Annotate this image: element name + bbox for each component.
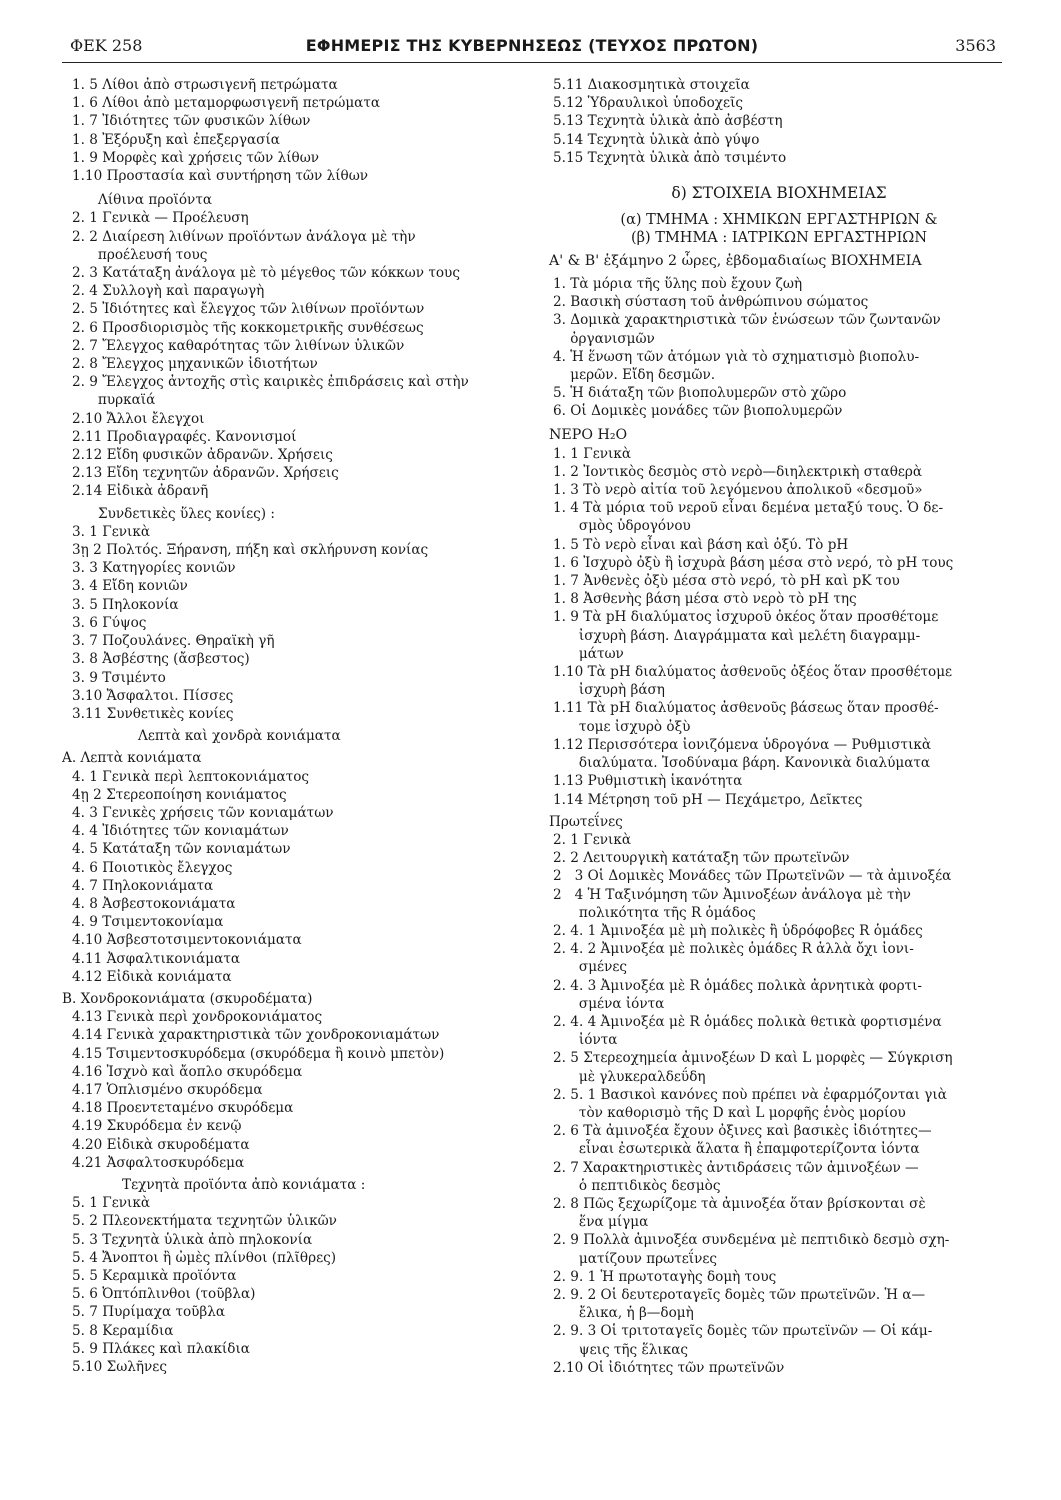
- list-item: 5.10 Σωλῆνες: [72, 1359, 167, 1376]
- list-item: 4.17 Ὁπλισμένο σκυρόδεμα: [72, 1081, 263, 1098]
- list-item: 2. 1 Γενικὰ — Προέλευση: [72, 210, 249, 227]
- list-item: 4. 9 Τσιμεντοκονίαμα: [72, 914, 224, 931]
- department-line: (β) ΤΜΗΜΑ : ΙΑΤΡΙΚΩΝ ΕΡΓΑΣΤΗΡΙΩΝ: [630, 230, 928, 247]
- list-item: 2. 7 Χαρακτηριστικὲς ἀντιδράσεις τῶν ἀμινοξέων —: [553, 1159, 919, 1176]
- list-item: 5.13 Τεχνητὰ ὑλικὰ ἀπὸ ἀσβέστη: [553, 113, 783, 130]
- list-item: 2. 1 Γενικὰ: [553, 831, 632, 848]
- list-item: 6. Οἱ Δομικὲς μονάδες τῶν βιοπολυμερῶν: [553, 403, 843, 420]
- list-item: 3. 8 Ἀσβέστης (ἄσβεστος): [72, 651, 250, 668]
- list-item: 2.11 Προδιαγραφές. Κανονισμοί: [72, 428, 297, 445]
- list-item: 2. 4. 3 Ἀμινοξέα μὲ R ὁμάδες πολικὰ ἀρνητικὰ φορτι-: [553, 977, 923, 994]
- list-item: 5. 3 Τεχνητὰ ὑλικὰ ἀπὸ πηλοκονία: [72, 1231, 313, 1248]
- list-item: 4. Ἡ ἕνωση τῶν ἀτόμων γιὰ τὸ σχηματισμὸ βιοπολυ-: [553, 348, 920, 365]
- list-item: 2. 4. 2 Ἀμινοξέα μὲ πολικὲς ὁμάδες R ἀλλὰ ὄχι ἰονι-: [553, 941, 914, 958]
- list-item: 4. 5 Κατάταξη τῶν κονιαμάτων: [72, 841, 291, 858]
- list-item: 3. 5 Πηλοκονία: [72, 596, 179, 613]
- list-item: 2. 5 Στερεοχημεία ἀμινοξέων D καὶ L μορφὲς — Σύγκριση: [553, 1050, 953, 1067]
- water-heading: ΝΕΡΟ H₂O: [549, 426, 628, 443]
- list-item: διαλύματα. Ἰσοδύναμα βάρη. Κανονικὰ διαλύματα: [553, 755, 931, 772]
- list-item: 1. Τὰ μόρια τῆς ὕλης ποὺ ἔχουν ζωὴ: [553, 276, 803, 293]
- list-item: 4ῃ 2 Στερεοποίηση κονιάματος: [72, 786, 287, 803]
- list-item: 2. 2 Διαίρεση λιθίνων προϊόντων ἀνάλογα μὲ τὴν: [72, 228, 416, 245]
- list-item: 4.18 Προεντεταμένο σκυρόδεμα: [72, 1100, 294, 1117]
- list-item: σμένες: [553, 959, 628, 976]
- list-item: 4. 6 Ποιοτικὸς ἔλεγχος: [72, 859, 233, 876]
- list-item: 3. 4 Εἴδη κονιῶν: [72, 578, 188, 595]
- list-item: 2. 7 Ἔλεγχος καθαρότητας τῶν λιθίνων ὑλικῶν: [72, 337, 405, 354]
- list-item: 1.12 Περισσότερα ἰονιζόμενα ὑδρογόνα — Ρυθμιστικὰ: [553, 736, 932, 753]
- list-item: 4.10 Ἀσβεστοτσιμεντοκονιάματα: [72, 932, 302, 949]
- list-item: 1. 8 Ἀσθενὴς βάση μέσα στὸ νερὸ τὸ pH της: [553, 591, 857, 608]
- subheading: Τεχνητὰ προϊόντα ἀπὸ κονιάματα :: [122, 1176, 366, 1193]
- list-item: ἰσχυρὴ βάση: [553, 682, 665, 699]
- list-item: 4.21 Ἀσφαλτοσκυρόδεμα: [72, 1154, 245, 1171]
- list-item: μὲ γλυκεραλδεΰδη: [553, 1068, 706, 1085]
- left-column: [62, 76, 520, 1376]
- list-item: 4.20 Εἰδικὰ σκυροδέματα: [72, 1136, 250, 1153]
- list-item: 4.12 Εἰδικὰ κονιάματα: [72, 968, 232, 985]
- list-item: 4. 4 Ἰδιότητες τῶν κονιαμάτων: [72, 823, 289, 840]
- list-item: 4.19 Σκυρόδεμα ἐν κενῷ: [72, 1118, 242, 1135]
- right-column: [549, 76, 1005, 1377]
- list-item: ὁ πεπτιδικὸς δεσμὸς: [553, 1177, 721, 1194]
- list-item: 4. 7 Πηλοκονιάματα: [72, 877, 214, 894]
- list-item: 1. 7 Ἰδιότητες τῶν φυσικῶν λίθων: [72, 113, 311, 130]
- list-item: 2.10 Οἱ ἰδιότητες τῶν πρωτεϊνῶν: [553, 1359, 785, 1376]
- list-item: σμὸς ὑδρογόνου: [553, 518, 691, 535]
- list-item: 2.12 Εἴδη φυσικῶν ἀδρανῶν. Χρήσεις: [72, 447, 333, 464]
- list-item: 2. 3 Κατάταξη ἀνάλογα μὲ τὸ μέγεθος τῶν κόκκων τους: [72, 265, 460, 282]
- list-item: 2. 9. 2 Οἱ δευτεροταγεῖς δομὲς τῶν πρωτεϊνῶν. Ἡ α—: [553, 1286, 926, 1303]
- list-item: 3.11 Συνθετικὲς κονίες: [72, 705, 234, 722]
- list-item: 1.10 Προστασία καὶ συντήρηση τῶν λίθων: [72, 168, 369, 185]
- list-item: ἰσχυρὴ βάση. Διαγράμματα καὶ μελέτη διαγραμμ-: [553, 627, 921, 644]
- section-heading: Β. Χονδροκονιάματα (σκυροδέματα): [62, 990, 313, 1007]
- list-item: τὸν καθορισμὸ τῆς D καὶ L μορφῆς ἑνὸς μορίου: [553, 1104, 906, 1121]
- list-item: 2. 9 Πολλὰ ἀμινοξέα συνδεμένα μὲ πεπτιδικὸ δεσμὸ σχη-: [553, 1232, 950, 1249]
- list-item: 3. 9 Τσιμέντο: [72, 669, 166, 686]
- list-item: 1. 6 Λίθοι ἀπὸ μεταμορφωσιγενῆ πετρώματα: [72, 95, 381, 112]
- list-item: 1. 5 Τὸ νερὸ εἶναι καὶ βάση καὶ ὀξύ. Τὸ pH: [553, 536, 849, 553]
- list-item: 4.13 Γενικὰ περὶ χονδροκονιάματος: [72, 1009, 323, 1026]
- subheading: Λίθινα προϊόντα: [98, 192, 213, 209]
- list-item: 2. 4 Συλλογὴ καὶ παραγωγὴ: [72, 283, 265, 300]
- list-item: 2. 9. 1 Ἡ πρωτοταγὴς δομὴ τους: [553, 1268, 777, 1285]
- list-item: ἔλικα, ἡ β—δομὴ: [553, 1305, 694, 1322]
- list-item: προέλευσή τους: [72, 246, 208, 263]
- list-item: 5. 1 Γενικὰ: [72, 1195, 151, 1212]
- list-item: 1. 8 Ἐξόρυξη καὶ ἐπεξεργασία: [72, 131, 280, 148]
- list-item: 3. 7 Ποζουλάνες. Θηραϊκὴ γῆ: [72, 633, 275, 650]
- list-item: 2. 4. 1 Ἀμινοξέα μὲ μὴ πολικὲς ἢ ὑδρόφοβες R ὁμάδες: [553, 922, 923, 939]
- list-item: 3. 3 Κατηγορίες κονιῶν: [72, 560, 236, 577]
- protein-heading: Πρωτεΐνες: [549, 813, 623, 830]
- list-item: τομε ἰσχυρὸ ὀξὺ: [553, 718, 691, 735]
- list-item: 4. 3 Γενικὲς χρήσεις τῶν κονιαμάτων: [72, 804, 334, 821]
- list-item: ἰόντα: [553, 1032, 618, 1049]
- list-item: 5. 8 Κεραμίδια: [72, 1322, 174, 1339]
- list-item: 4.11 Ἀσφαλτικονιάματα: [72, 950, 241, 967]
- section-heading: Α. Λεπτὰ κονιάματα: [62, 750, 202, 767]
- page-number: 3563: [955, 36, 996, 55]
- list-item: 2. 4. 4 Ἀμινοξέα μὲ R ὁμάδες πολικὰ θετικὰ φορτισμένα: [553, 1013, 942, 1030]
- list-item: 1.10 Τὰ pH διαλύματος ἀσθενοῦς ὀξέος ὅταν προσθέτομε: [553, 664, 953, 681]
- list-item: 2 4 Ἡ Ταξινόμηση τῶν Ἀμινοξέων ἀνάλογα μὲ τὴν: [553, 886, 911, 903]
- list-item: 1. 4 Τὰ μόρια τοῦ νεροῦ εἶναι δεμένα μεταξύ τους. Ὁ δε-: [553, 500, 944, 517]
- list-item: 1. 9 Μορφὲς καὶ χρήσεις τῶν λίθων: [72, 149, 320, 166]
- list-item: 1. 9 Τὰ pH διαλύματος ἰσχυροῦ ὀκέος ὅταν προσθέτομε: [553, 609, 939, 626]
- list-item: 4. 8 Ἀσβεστοκονιάματα: [72, 895, 236, 912]
- list-item: πολικότητα τῆς R ὁμάδος: [553, 904, 756, 921]
- list-item: 2.14 Εἰδικὰ ἀδρανῆ: [72, 483, 209, 500]
- list-item: μερῶν. Εἴδη δεσμῶν.: [553, 367, 716, 384]
- list-item: 5.11 Διακοσμητικὰ στοιχεῖα: [553, 77, 750, 93]
- department-line: (α) ΤΜΗΜΑ : ΧΗΜΙΚΩΝ ΕΡΓΑΣΤΗΡΙΩΝ &: [620, 212, 938, 229]
- list-item: 2. 5 Ἰδιότητες καὶ ἔλεγχος τῶν λιθίνων προϊόντων: [72, 301, 425, 318]
- list-item: 5. Ἡ διάταξη τῶν βιοπολυμερῶν στὸ χῶρο: [553, 385, 847, 402]
- list-item: 1. 5 Λίθοι ἀπὸ στρωσιγενῆ πετρώματα: [72, 77, 338, 93]
- list-item: 5. 9 Πλάκες καὶ πλακίδια: [72, 1340, 250, 1357]
- gazette-title: ΕΦΗΜΕΡΙΣ ΤΗΣ ΚΥΒΕΡΝΗΣΕΩΣ (ΤΕΥΧΟΣ ΠΡΩΤΟΝ): [305, 36, 759, 55]
- list-item: 3. Δομικὰ χαρακτηριστικὰ τῶν ἑνώσεων τῶν ζωντανῶν: [553, 312, 941, 329]
- list-item: 3.10 Ἄσφαλτοι. Πίσσες: [72, 687, 234, 704]
- list-item: 3. 6 Γύψος: [72, 614, 147, 631]
- list-item: 2. 6 Προσδιορισμὸς τῆς κοκκομετρικῆς συνθέσεως: [72, 319, 424, 336]
- list-item: 4.15 Τσιμεντοσκυρόδεμα (σκυρόδεμα ἢ κοινὸ μπετὸν): [72, 1045, 445, 1062]
- list-item: 2. 8 Ἔλεγχος μηχανικῶν ἰδιοτήτων: [72, 356, 318, 373]
- list-item: 2. 2 Λειτουργικὴ κατάταξη τῶν πρωτεϊνῶν: [553, 850, 850, 867]
- list-item: 1. 6 Ἰσχυρὸ ὀξὺ ἢ ἰσχυρὰ βάση μέσα στὸ νερό, τὸ pH τους: [553, 554, 954, 571]
- list-item: 4. 1 Γενικὰ περὶ λεπτοκονιάματος: [72, 768, 310, 785]
- list-item: 5.14 Τεχνητὰ ὑλικὰ ἀπὸ γύψο: [553, 131, 760, 148]
- section-title: δ) ΣΤΟΙΧΕΙΑ ΒΙΟΧΗΜΕΙΑΣ: [671, 184, 887, 203]
- page-header: [62, 34, 1002, 63]
- list-item: 1.13 Ρυθμιστικὴ ἱκανότητα: [553, 773, 743, 790]
- list-item: 4.16 Ἰσχνὸ καὶ ἄοπλο σκυρόδεμα: [72, 1063, 303, 1080]
- list-item: 5. 2 Πλεονεκτήματα τεχνητῶν ὑλικῶν: [72, 1213, 337, 1230]
- subheading: Συνδετικὲς ὕλες κονίες) :: [98, 505, 275, 522]
- list-item: 2. 5. 1 Βασικοὶ κανόνες ποὺ πρέπει νὰ ἐφαρμόζονται γιὰ: [553, 1086, 947, 1103]
- list-item: 5.12 Ὑδραυλικοὶ ὑποδοχεῖς: [553, 95, 744, 112]
- list-item: μάτων: [553, 645, 624, 662]
- semester-line: Α' & Β' ἑξάμηνο 2 ὧρες, ἑβδομαδιαίως ΒΙΟΧΗΜΕΙΑ: [549, 253, 922, 270]
- list-item: ψεις τῆς ἕλικας: [553, 1341, 689, 1358]
- list-item: ματίζουν πρωτεΐνες: [553, 1250, 718, 1267]
- list-item: 2.10 Ἄλλοι ἔλεγχοι: [72, 410, 205, 427]
- list-item: 2. 9. 3 Οἱ τριτοταγεῖς δομὲς τῶν πρωτεϊνῶν — Οἱ κάμ-: [553, 1323, 933, 1340]
- list-item: 2.13 Εἴδη τεχνητῶν ἀδρανῶν. Χρήσεις: [72, 465, 339, 482]
- list-item: 1. 1 Γενικὰ: [553, 445, 632, 462]
- list-item: πυρκαϊά: [72, 392, 156, 409]
- list-item: ὀργανισμῶν: [553, 330, 655, 347]
- list-item: 1. 2 Ἰοντικὸς δεσμὸς στὸ νερὸ—διηλεκτρικὴ σταθερὰ: [553, 463, 923, 480]
- list-item: 2. 8 Πῶς ξεχωρίζομε τὰ ἀμινοξέα ὅταν βρίσκονται σὲ: [553, 1195, 926, 1212]
- list-item: 3. 1 Γενικὰ: [72, 523, 151, 540]
- list-item: 2. Βασικὴ σύσταση τοῦ ἀνθρώπινου σώματος: [553, 294, 869, 311]
- list-item: 2 3 Οἱ Δομικὲς Μονάδες τῶν Πρωτεϊνῶν — τὰ ἀμινοξέα: [553, 868, 952, 885]
- list-item: σμένα ἰόντα: [553, 995, 665, 1012]
- list-item: 4.14 Γενικὰ χαρακτηριστικὰ τῶν χονδροκονιαμάτων: [72, 1027, 440, 1044]
- list-item: 1.11 Τὰ pH διαλύματος ἀσθενοῦς βάσεως ὅταν προσθέ-: [553, 700, 939, 717]
- gazette-issue: ΦΕΚ 258: [70, 36, 143, 55]
- subheading: Λεπτὰ καὶ χονδρὰ κονιάματα: [138, 728, 341, 745]
- list-item: 5. 6 Ὀπτόπλινθοι (τοῦβλα): [72, 1286, 256, 1303]
- list-item: 5. 4 Ἄνοπτοι ἢ ὠμὲς πλίνθοι (πλῖθρες): [72, 1249, 337, 1266]
- list-item: 5. 7 Πυρίμαχα τοῦβλα: [72, 1304, 226, 1321]
- list-item: εἶναι ἐσωτερικὰ ἅλατα ἢ ἐπαμφοτερίζοντα ἰόντα: [553, 1141, 920, 1158]
- list-item: ἕνα μίγμα: [553, 1214, 649, 1231]
- list-item: 1. 7 Ἀνθενὲς ὀξὺ μέσα στὸ νερό, τὸ pH καὶ pK του: [553, 573, 900, 590]
- list-item: 2. 9 Ἔλεγχος ἀντοχῆς στὶς καιρικὲς ἐπιδράσεις καὶ στὴν: [72, 374, 469, 391]
- list-item: 2. 6 Τὰ ἀμινοξέα ἔχουν ὀξινες καὶ βασικὲς ἰδιότητες—: [553, 1123, 932, 1140]
- list-item: 5. 5 Κεραμικὰ προϊόντα: [72, 1268, 237, 1284]
- list-item: 1. 3 Τὸ νερὸ αἰτία τοῦ λεγόμενου ἀπολικοῦ «δεσμοῦ»: [553, 482, 923, 499]
- list-item: 1.14 Μέτρηση τοῦ pH — Πεχάμετρο, Δεῖκτες: [553, 791, 863, 808]
- list-item: 3ῃ 2 Πολτός. Ξήρανση, πήξη καὶ σκλήρυνση κονίας: [72, 542, 429, 559]
- list-item: 5.15 Τεχνητὰ ὑλικὰ ἀπὸ τσιμέντο: [553, 149, 787, 166]
